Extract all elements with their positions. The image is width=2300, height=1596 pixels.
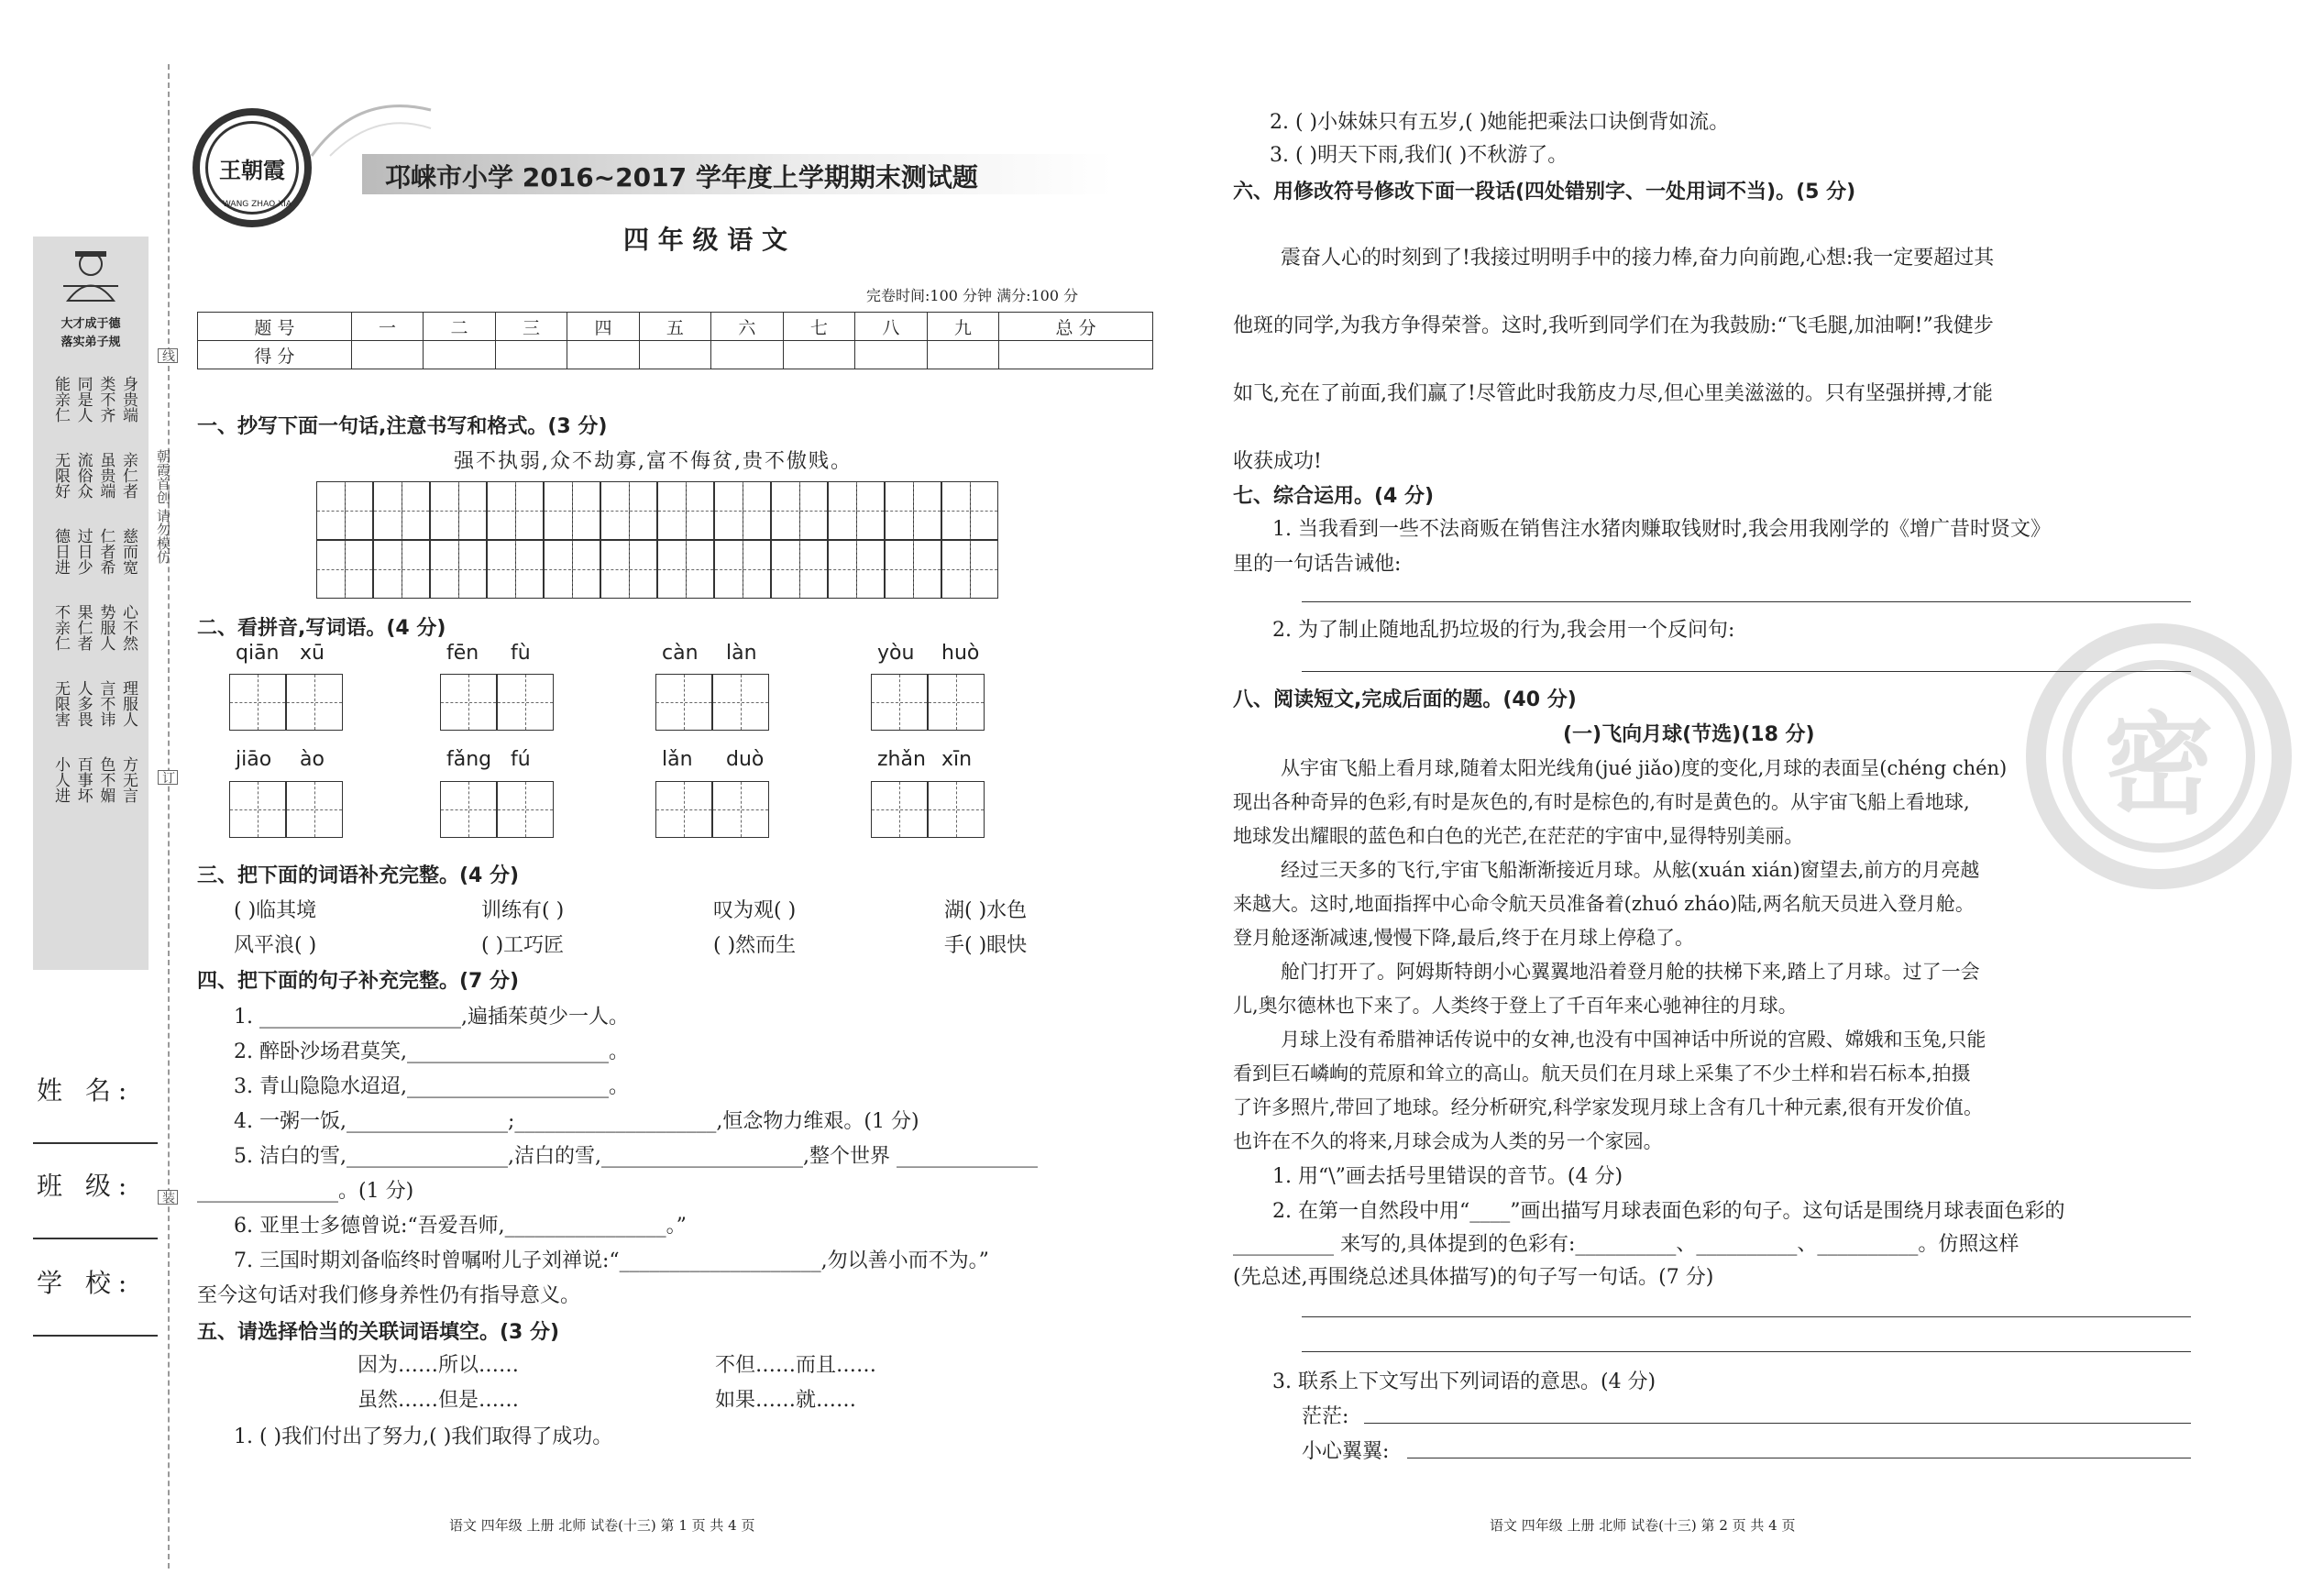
grid-cell[interactable] — [714, 540, 771, 599]
passage-line: 来越大。这时,地面指挥中心命令航天员准备着(zhuó zháo)陆,两名航天员进入登月舱。 — [1233, 893, 1975, 915]
exam-info: 完卷时间:100 分钟 满分:100 分 — [866, 287, 1079, 304]
grid-cell[interactable] — [885, 540, 941, 599]
score-input-cell[interactable] — [495, 341, 567, 369]
sec8-q3: 3. 联系上下文写出下列词语的意思。(4 分) — [1272, 1370, 1656, 1393]
motto-column: 德日进 — [51, 527, 70, 575]
passage-line: 登月舱逐渐减速,慢慢下降,最后,终于在月球上停稳了。 — [1233, 927, 1695, 949]
motto-column: 势服人 — [96, 603, 116, 651]
grid-cell[interactable] — [544, 481, 600, 540]
sec8-q2-answer-line-1[interactable] — [1302, 1316, 2191, 1317]
score-header-cell: 八 — [855, 313, 927, 341]
score-header-cell: 六 — [711, 313, 783, 341]
char-cell[interactable] — [286, 674, 343, 731]
passage-line: 现出各种奇异的色彩,有时是灰色的,有时是棕色的,有时是黄色的。从宇宙飞船上看地球, — [1233, 791, 1970, 813]
footer-left: 语文 四年级 上册 北师 试卷(十三) 第 1 页 共 4 页 — [449, 1517, 755, 1534]
sec7-q2-answer-line[interactable] — [1302, 671, 2191, 672]
grid-cell[interactable] — [487, 481, 544, 540]
sec1-sentence: 强不执弱,众不劫寡,富不侮贫,贵不傲贱。 — [454, 450, 853, 473]
motto-group — [50, 365, 138, 433]
logo-text: 王朝霞 — [205, 121, 299, 215]
score-value-row — [198, 341, 1153, 369]
score-header-cell: 题 号 — [198, 313, 352, 341]
motto-column: 百事坏 — [73, 755, 93, 803]
fold-mark-2: 订 — [158, 770, 178, 785]
motto-column: 同是人 — [73, 375, 93, 423]
motto-column: 虽贵端 — [96, 451, 116, 499]
score-input-cell[interactable] — [639, 341, 710, 369]
score-header-cell: 九 — [927, 313, 998, 341]
pinyin-syllable: làn — [726, 642, 757, 665]
motto-columns — [50, 365, 138, 821]
score-input-cell[interactable] — [424, 341, 495, 369]
poem-fill-item[interactable]: 2. 醉卧沙场君莫笑,____________________。 — [234, 1040, 629, 1063]
sec5-heading: 五、请选择恰当的关联词语填空。(3 分) — [197, 1321, 560, 1344]
motto-column: 亲仁者 — [118, 451, 138, 499]
fold-mark-1: 线 — [158, 348, 178, 363]
idiom-fill[interactable]: ( )临其境 — [234, 899, 317, 922]
pinyin-syllable: zhǎn — [877, 748, 926, 771]
sec7-heading: 七、综合运用。(4 分) — [1233, 485, 1435, 508]
grid-cell[interactable] — [828, 540, 885, 599]
idiom-fill[interactable]: ( )然而生 — [713, 934, 797, 957]
school-label: 学 校: — [37, 1268, 135, 1298]
sec7-q1a: 1. 当我看到一些不法商贩在销售注水猪肉赚取钱财时,我会用我刚学的《增广昔时贤文》 — [1272, 518, 2051, 541]
score-header-cell: 四 — [567, 313, 639, 341]
sec8-q2-answer-line-2[interactable] — [1302, 1351, 2191, 1352]
grid-cell[interactable] — [373, 540, 430, 599]
sec8-q2b[interactable]: __________ 来写的,具体提到的色彩有:__________、__________、__________。仿照这样 — [1233, 1233, 2019, 1256]
grid-cell[interactable] — [941, 481, 998, 540]
pinyin-answer-box[interactable] — [871, 781, 985, 838]
sec5-option-2: 不但……而且…… — [715, 1354, 877, 1377]
char-cell[interactable] — [871, 781, 928, 838]
pinyin-syllable: ào — [300, 748, 325, 771]
motto-column: 果仁者 — [73, 603, 93, 651]
score-table — [197, 312, 1153, 369]
sec5-option-4: 如果……就…… — [715, 1389, 857, 1412]
pinyin-answer-box[interactable] — [440, 781, 554, 838]
char-cell[interactable] — [871, 674, 928, 731]
pinyin-syllable: yòu — [877, 642, 915, 665]
score-input-cell[interactable] — [783, 341, 854, 369]
sec2-heading: 二、看拼音,写词语。(4 分) — [197, 617, 446, 640]
passage-line: 也许在不久的将来,月球会成为人类的另一个家园。 — [1233, 1130, 1663, 1152]
word-1-answer-line[interactable] — [1364, 1423, 2191, 1424]
idiom-fill[interactable]: 叹为观( ) — [713, 899, 797, 922]
grid-cell[interactable] — [828, 481, 885, 540]
sec6-line-3: 如飞,充在了前面,我们赢了!尽管此时我筋皮力尽,但心里美滋滋的。只有坚强拼搏,才能 — [1233, 382, 1993, 405]
char-cell[interactable] — [928, 674, 985, 731]
motto-group — [50, 517, 138, 585]
fold-dashed-line — [168, 64, 170, 1568]
poem-fill-item[interactable]: ______________。(1 分) — [197, 1180, 414, 1203]
fold-mark-3: 装 — [158, 1190, 178, 1205]
passage-line: 了许多照片,带回了地球。经分析研究,科学家发现月球上含有几十种元素,很有开发价值。 — [1233, 1096, 1984, 1118]
sec6-line-4: 收获成功! — [1233, 450, 1322, 473]
passage-title: (一)飞向月球(节选)(18 分) — [1563, 723, 1815, 746]
motto-column: 流俗众 — [73, 451, 93, 499]
motto-group — [50, 669, 138, 737]
pinyin-answer-box[interactable] — [655, 781, 769, 838]
sec8-q2a: 2. 在第一自然段中用“____”画出描写月球表面色彩的句子。这句话是围绕月球表面色彩的 — [1272, 1200, 2065, 1223]
motto-group — [50, 745, 138, 813]
class-label: 班 级: — [37, 1171, 135, 1201]
grid-cell[interactable] — [771, 481, 828, 540]
school-field[interactable] — [33, 1335, 158, 1337]
grid-cell[interactable] — [600, 540, 657, 599]
pinyin-syllable: xīn — [941, 748, 973, 771]
char-cell[interactable] — [497, 674, 554, 731]
pinyin-syllable: xū — [300, 642, 325, 665]
grid-cell[interactable] — [487, 540, 544, 599]
grid-cell[interactable] — [714, 481, 771, 540]
char-cell[interactable] — [229, 781, 286, 838]
idiom-fill[interactable]: 风平浪( ) — [234, 934, 317, 957]
exam-title: 邛崃市小学 2016~2017 学年度上学期期末测试题 — [385, 162, 978, 193]
char-cell[interactable] — [286, 781, 343, 838]
sec4-heading: 四、把下面的句子补充完整。(7 分) — [197, 970, 520, 993]
score-input-cell[interactable] — [351, 341, 423, 369]
pinyin-answer-box[interactable] — [229, 781, 343, 838]
score-input-cell[interactable] — [567, 341, 639, 369]
pinyin-syllable: fǎng — [446, 748, 492, 771]
sec7-q2: 2. 为了制止随地乱扔垃圾的行为,我会用一个反问句: — [1272, 619, 1735, 642]
motto-column: 仁者希 — [96, 527, 116, 575]
secret-stamp: 密 — [2063, 660, 2255, 853]
class-field[interactable] — [33, 1238, 158, 1239]
passage-line: 经过三天多的飞行,宇宙飞船渐渐接近月球。从舷(xuán xián)窗望去,前方的月亮越 — [1281, 859, 1980, 881]
name-field[interactable] — [33, 1142, 158, 1144]
exam-subtitle: 四 年 级 语 文 — [623, 225, 787, 255]
sec5-item-1[interactable]: 1. ( )我们付出了努力,( )我们取得了成功。 — [234, 1425, 613, 1448]
char-cell[interactable] — [655, 674, 712, 731]
pinyin-answer-box[interactable] — [871, 674, 985, 731]
poem-fill-item[interactable]: 6. 亚里士多德曾说:“吾爱吾师,________________。” — [234, 1215, 687, 1238]
pinyin-syllable: huò — [941, 642, 980, 665]
passage-line: 舱门打开了。阿姆斯特朗小心翼翼地沿着登月舱的扶梯下来,踏上了月球。过了一会 — [1281, 961, 1980, 983]
char-cell[interactable] — [440, 781, 497, 838]
pinyin-syllable: qiān — [236, 642, 280, 665]
pinyin-syllable: fēn — [446, 642, 479, 665]
motto-column: 无限好 — [51, 451, 70, 499]
grid-cell[interactable] — [373, 481, 430, 540]
motto-column: 心不然 — [118, 603, 138, 651]
pinyin-answer-box[interactable] — [440, 674, 554, 731]
pinyin-syllable: fú — [511, 748, 531, 771]
poem-fill-item[interactable]: 4. 一粥一饭,________________;____________________,恒念物力维艰。(1 分) — [234, 1110, 919, 1133]
char-cell[interactable] — [712, 674, 769, 731]
grid-cell[interactable] — [544, 540, 600, 599]
score-input-cell[interactable] — [999, 341, 1153, 369]
sec3-heading: 三、把下面的词语补充完整。(4 分) — [197, 864, 520, 887]
grid-cell[interactable] — [316, 540, 373, 599]
pinyin-syllable: jiāo — [236, 748, 272, 771]
motto-column: 理服人 — [118, 679, 138, 727]
score-input-cell[interactable] — [927, 341, 998, 369]
grid-cell[interactable] — [885, 481, 941, 540]
idiom-fill[interactable]: 湖( )水色 — [944, 899, 1028, 922]
pinyin-answer-box[interactable] — [229, 674, 343, 731]
passage-line: 从宇宙飞船上看月球,随着太阳光线角(jué jiǎo)度的变化,月球的表面呈(chéng chén) — [1281, 757, 2008, 779]
char-cell[interactable] — [229, 674, 286, 731]
sec5-option-1: 因为……所以…… — [358, 1354, 520, 1377]
score-header-cell: 七 — [783, 313, 854, 341]
grid-cell[interactable] — [316, 481, 373, 540]
sec8-q1: 1. 用“\”画去括号里错误的音节。(4 分) — [1272, 1165, 1623, 1188]
poem-fill-item[interactable]: 至今这句话对我们修身养性仍有指导意义。 — [197, 1284, 581, 1307]
scholar-figure-icon — [59, 248, 123, 303]
motto-column: 慈而宽 — [118, 527, 138, 575]
publisher-logo — [193, 108, 312, 227]
idiom-fill[interactable]: 训练有( ) — [481, 899, 565, 922]
motto-column: 言不讳 — [96, 679, 116, 727]
poem-fill-item[interactable]: 1. ____________________,遍插茱萸少一人。 — [234, 1006, 629, 1029]
pinyin-syllable: càn — [662, 642, 699, 665]
poem-fill-item[interactable]: 3. 青山隐隐水迢迢,____________________。 — [234, 1075, 629, 1098]
side-note: 朝霞首创 请勿模仿 — [155, 449, 171, 564]
grid-cell[interactable] — [657, 540, 714, 599]
char-cell[interactable] — [655, 781, 712, 838]
motto-column: 方无言 — [118, 755, 138, 803]
motto-column: 小人进 — [51, 755, 70, 803]
sec7-q1-answer-line[interactable] — [1302, 601, 2191, 602]
motto-column: 人多畏 — [73, 679, 93, 727]
motto-column: 无限害 — [51, 679, 70, 727]
pinyin-syllable: duò — [726, 748, 765, 771]
char-cell[interactable] — [440, 674, 497, 731]
idiom-fill[interactable]: 手( )眼快 — [944, 934, 1028, 957]
motto-column: 不亲仁 — [51, 603, 70, 651]
idiom-fill[interactable]: ( )工巧匠 — [481, 934, 565, 957]
passage-line: 儿,奥尔德林也下来了。人类终于登上了千百年来心驰神往的月球。 — [1233, 995, 1798, 1017]
pinyin-syllable: lǎn — [662, 748, 693, 771]
motto-group — [50, 441, 138, 509]
char-cell[interactable] — [497, 781, 554, 838]
logo-subtext: WANG ZHAO XIA — [223, 200, 292, 209]
sec6-line-2: 他斑的同学,为我方争得荣誉。这时,我听到同学们在为我鼓励:“飞毛腿,加油啊!”我健步 — [1233, 314, 1994, 337]
motto-line-2: 落实弟子规 — [61, 336, 121, 349]
motto-strip — [33, 237, 149, 970]
motto-column: 类不齐 — [96, 375, 116, 423]
score-header-cell: 总 分 — [999, 313, 1153, 341]
word-1-label: 茫茫: — [1302, 1405, 1349, 1428]
motto-group — [50, 593, 138, 661]
passage-line: 看到巨石嶙峋的荒原和耸立的高山。航天员们在月球上采集了不少土样和岩石标本,拍摄 — [1233, 1062, 1971, 1084]
poem-fill-item[interactable]: 7. 三国时期刘备临终时曾嘱咐儿子刘禅说:“____________________,勿以善小而不为。” — [234, 1249, 989, 1272]
sec6-line-1: 震奋人心的时刻到了!我接过明明手中的接力棒,奋力向前跑,心想:我一定要超过其 — [1281, 247, 1995, 270]
sec8-heading: 八、阅读短文,完成后面的题。(40 分) — [1233, 688, 1577, 711]
score-label-cell: 得 分 — [198, 341, 352, 369]
grid-cell[interactable] — [941, 540, 998, 599]
poem-fill-item[interactable]: 5. 洁白的雪,________________,洁白的雪,____________________,整个世界 ______________ — [234, 1145, 1038, 1168]
grid-cell[interactable] — [430, 481, 487, 540]
sec8-q2c: (先总述,再围绕总述具体描写)的句子写一句话。(7 分) — [1233, 1266, 1714, 1289]
sec1-heading: 一、抄写下面一句话,注意书写和格式。(3 分) — [197, 415, 608, 438]
passage-line: 月球上没有希腊神话传说中的女神,也没有中国神话中所说的宫殿、嫦娥和玉兔,只能 — [1281, 1029, 1986, 1051]
grid-cell[interactable] — [600, 481, 657, 540]
grid-cell[interactable] — [430, 540, 487, 599]
sec5-option-3: 虽然……但是…… — [358, 1389, 520, 1412]
sec6-heading: 六、用修改符号修改下面一段话(四处错别字、一处用词不当)。(5 分) — [1233, 181, 1856, 204]
sec5-item-3[interactable]: 3. ( )明天下雨,我们( )不秋游了。 — [1270, 144, 1568, 167]
motto-line-1: 大才成于德 — [61, 317, 121, 331]
score-input-cell[interactable] — [711, 341, 783, 369]
pinyin-answer-box[interactable] — [655, 674, 769, 731]
motto-column: 能亲仁 — [51, 375, 70, 423]
ribbon-decoration-icon — [303, 92, 440, 165]
pinyin-syllable: fù — [511, 642, 531, 665]
name-label: 姓 名: — [37, 1075, 135, 1106]
char-cell[interactable] — [712, 781, 769, 838]
grid-cell[interactable] — [657, 481, 714, 540]
score-header-cell: 三 — [495, 313, 567, 341]
sec7-q1b: 里的一句话告诫他: — [1233, 553, 1402, 576]
score-header-cell: 五 — [639, 313, 710, 341]
sec5-item-2[interactable]: 2. ( )小妹妹只有五岁,( )她能把乘法口诀倒背如流。 — [1270, 111, 1730, 134]
score-input-cell[interactable] — [855, 341, 927, 369]
word-2-label: 小心翼翼: — [1302, 1440, 1390, 1463]
motto-column: 色不媚 — [96, 755, 116, 803]
motto-column: 身贵端 — [118, 375, 138, 423]
score-header-cell: 一 — [351, 313, 423, 341]
score-header-cell: 二 — [424, 313, 495, 341]
grid-cell[interactable] — [771, 540, 828, 599]
score-header-row — [198, 313, 1153, 341]
copy-writing-grid[interactable] — [316, 481, 998, 599]
motto-column: 过日少 — [73, 527, 93, 575]
passage-line: 地球发出耀眼的蓝色和白色的光芒,在茫茫的宇宙中,显得特别美丽。 — [1233, 825, 1804, 847]
footer-right: 语文 四年级 上册 北师 试卷(十三) 第 2 页 共 4 页 — [1490, 1517, 1796, 1534]
char-cell[interactable] — [928, 781, 985, 838]
